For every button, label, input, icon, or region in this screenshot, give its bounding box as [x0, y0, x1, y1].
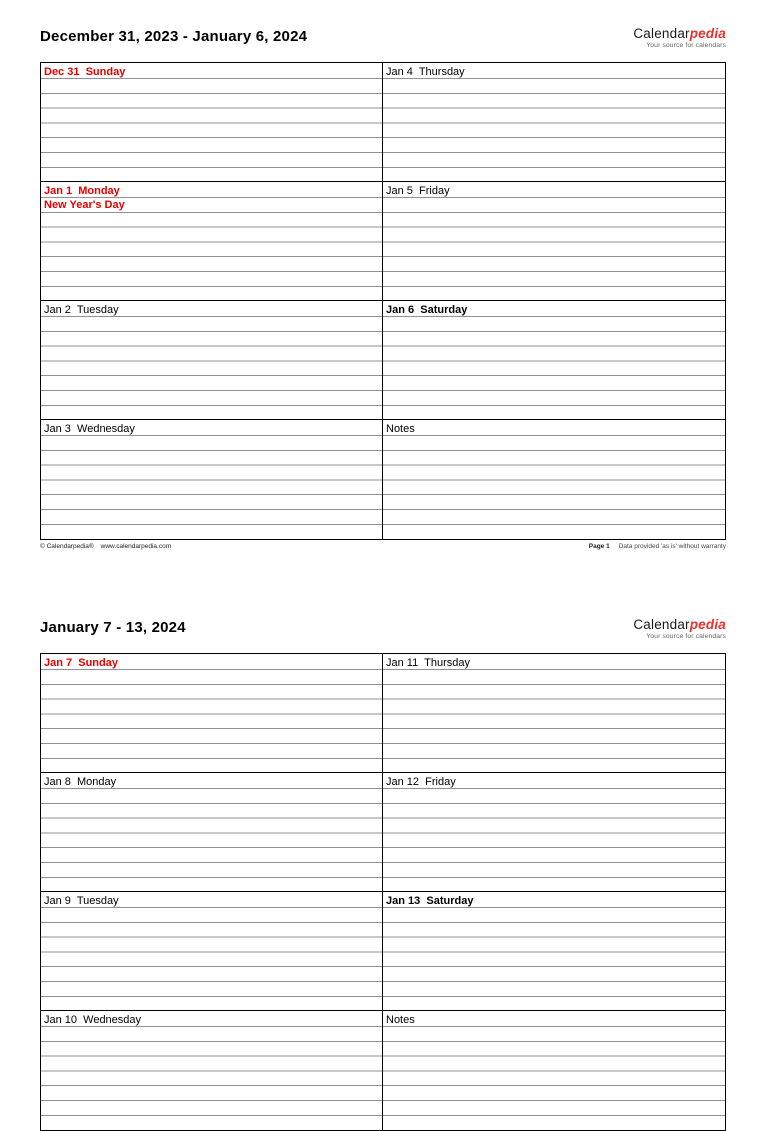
notes-label: Notes: [383, 420, 725, 436]
day-ruled-lines: [41, 436, 382, 538]
day-ruled-lines: [383, 670, 725, 772]
logo-wordmark: [633, 618, 726, 632]
day-cell-jan13-saturday: [383, 892, 725, 1011]
disclaimer-text: Data provided 'as is' without warranty: [618, 543, 726, 550]
day-ruled-lines: [41, 1027, 382, 1129]
notes-cell-week1: [383, 420, 725, 539]
day-ruled-lines: [383, 908, 725, 1010]
day-ruled-lines: [383, 79, 725, 181]
day-label: Jan 4 Thursday: [383, 63, 725, 79]
day-ruled-lines: [383, 789, 725, 891]
day-label: Dec 31 Sunday: [41, 63, 382, 79]
page2-header: [40, 615, 726, 641]
logo-text-calendar: Calendar: [633, 617, 690, 633]
week2-left-column: [41, 654, 383, 1130]
day-ruled-lines: [383, 198, 725, 300]
logo-text-calendar: Calendar: [633, 26, 690, 42]
week2-title: January 7 - 13, 2024: [40, 619, 186, 636]
day-label: Jan 3 Wednesday: [41, 420, 382, 436]
day-cell-jan8-monday: [41, 773, 382, 892]
logo-tagline: Your source for calendars: [646, 42, 726, 50]
day-label: Jan 11 Thursday: [383, 654, 725, 670]
day-cell-jan1-monday: [41, 182, 382, 301]
logo-text-pedia: pedia: [689, 617, 726, 633]
day-cell-jan10-wednesday: [41, 1011, 382, 1130]
week2-grid: [40, 653, 726, 1131]
notes-label: Notes: [383, 1011, 725, 1027]
day-ruled-lines: [41, 908, 382, 1010]
logo-tagline: Your source for calendars: [646, 633, 726, 641]
day-ruled-lines: [383, 317, 725, 419]
day-ruled-lines: [41, 198, 382, 300]
day-cell-jan2-tuesday: [41, 301, 382, 420]
page1-footer: [40, 542, 726, 551]
logo-wordmark: [633, 27, 726, 41]
day-cell-jan5-friday: [383, 182, 725, 301]
day-cell-jan3-wednesday: [41, 420, 382, 539]
copyright-text: © Calendarpedia®: [40, 543, 94, 550]
day-cell-jan9-tuesday: [41, 892, 382, 1011]
day-label: Jan 13 Saturday: [383, 892, 725, 908]
day-label: Jan 10 Wednesday: [41, 1011, 382, 1027]
calendar-page-week1: [0, 0, 768, 551]
day-ruled-lines: [41, 79, 382, 181]
logo-text-pedia: pedia: [689, 26, 726, 42]
day-label: Jan 12 Friday: [383, 773, 725, 789]
day-label: Jan 9 Tuesday: [41, 892, 382, 908]
day-ruled-lines: [41, 670, 382, 772]
day-ruled-lines: [41, 789, 382, 891]
week1-right-column: [383, 63, 725, 539]
day-cell-jan4-thursday: [383, 63, 725, 182]
week1-left-column: [41, 63, 383, 539]
page1-header: [40, 24, 726, 50]
day-label: Jan 1 Monday: [41, 182, 382, 198]
footer-left: [40, 542, 178, 551]
day-label: Jan 7 Sunday: [41, 654, 382, 670]
day-label: Jan 6 Saturday: [383, 301, 725, 317]
week2-right-column: [383, 654, 725, 1130]
day-label: Jan 5 Friday: [383, 182, 725, 198]
day-cell-jan7-sunday: [41, 654, 382, 773]
day-cell-jan12-friday: [383, 773, 725, 892]
day-cell-jan11-thursday: [383, 654, 725, 773]
day-cell-jan6-saturday: [383, 301, 725, 420]
day-ruled-lines: [41, 317, 382, 419]
calendarpedia-logo: [633, 27, 726, 50]
day-label: Jan 2 Tuesday: [41, 301, 382, 317]
holiday-label: New Year's Day: [44, 199, 125, 211]
page-number: Page 1: [588, 543, 610, 550]
website-link[interactable]: www.calendarpedia.com: [100, 543, 172, 550]
day-ruled-lines: [383, 436, 725, 538]
day-cell-dec31-sunday: [41, 63, 382, 182]
week1-title: December 31, 2023 - January 6, 2024: [40, 28, 308, 45]
footer-right: [580, 542, 726, 551]
notes-cell-week2: [383, 1011, 725, 1130]
day-label: Jan 8 Monday: [41, 773, 382, 789]
calendarpedia-logo: [633, 618, 726, 641]
calendar-page-week2: [0, 615, 768, 1131]
week1-grid: [40, 62, 726, 540]
day-ruled-lines: [383, 1027, 725, 1129]
